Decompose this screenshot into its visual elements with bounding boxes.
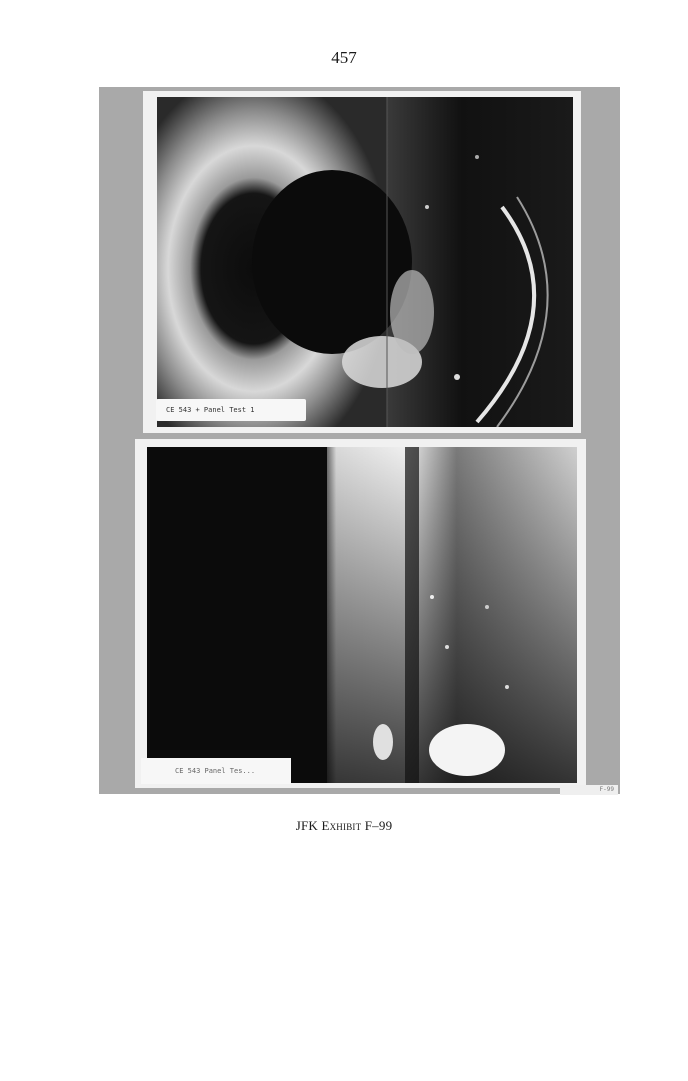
exhibit-plate xyxy=(99,87,620,794)
bottom-photo-card xyxy=(135,439,586,788)
top-photo-label: CE 543 + Panel Test 1 xyxy=(156,399,306,421)
bottom-photomicrograph xyxy=(147,447,577,783)
top-photomicrograph xyxy=(157,97,573,427)
caption-prefix: JFK xyxy=(295,818,322,833)
caption-suffix: F–99 xyxy=(361,818,393,833)
bottom-photo-label: CE 543 Panel Tes... xyxy=(141,758,291,784)
exhibit-caption xyxy=(0,818,688,834)
page-number: 457 xyxy=(331,48,357,67)
top-photo-card xyxy=(143,91,581,433)
plate-corner-label: F-99 xyxy=(560,785,618,795)
caption-word: Exhibit xyxy=(321,818,362,833)
